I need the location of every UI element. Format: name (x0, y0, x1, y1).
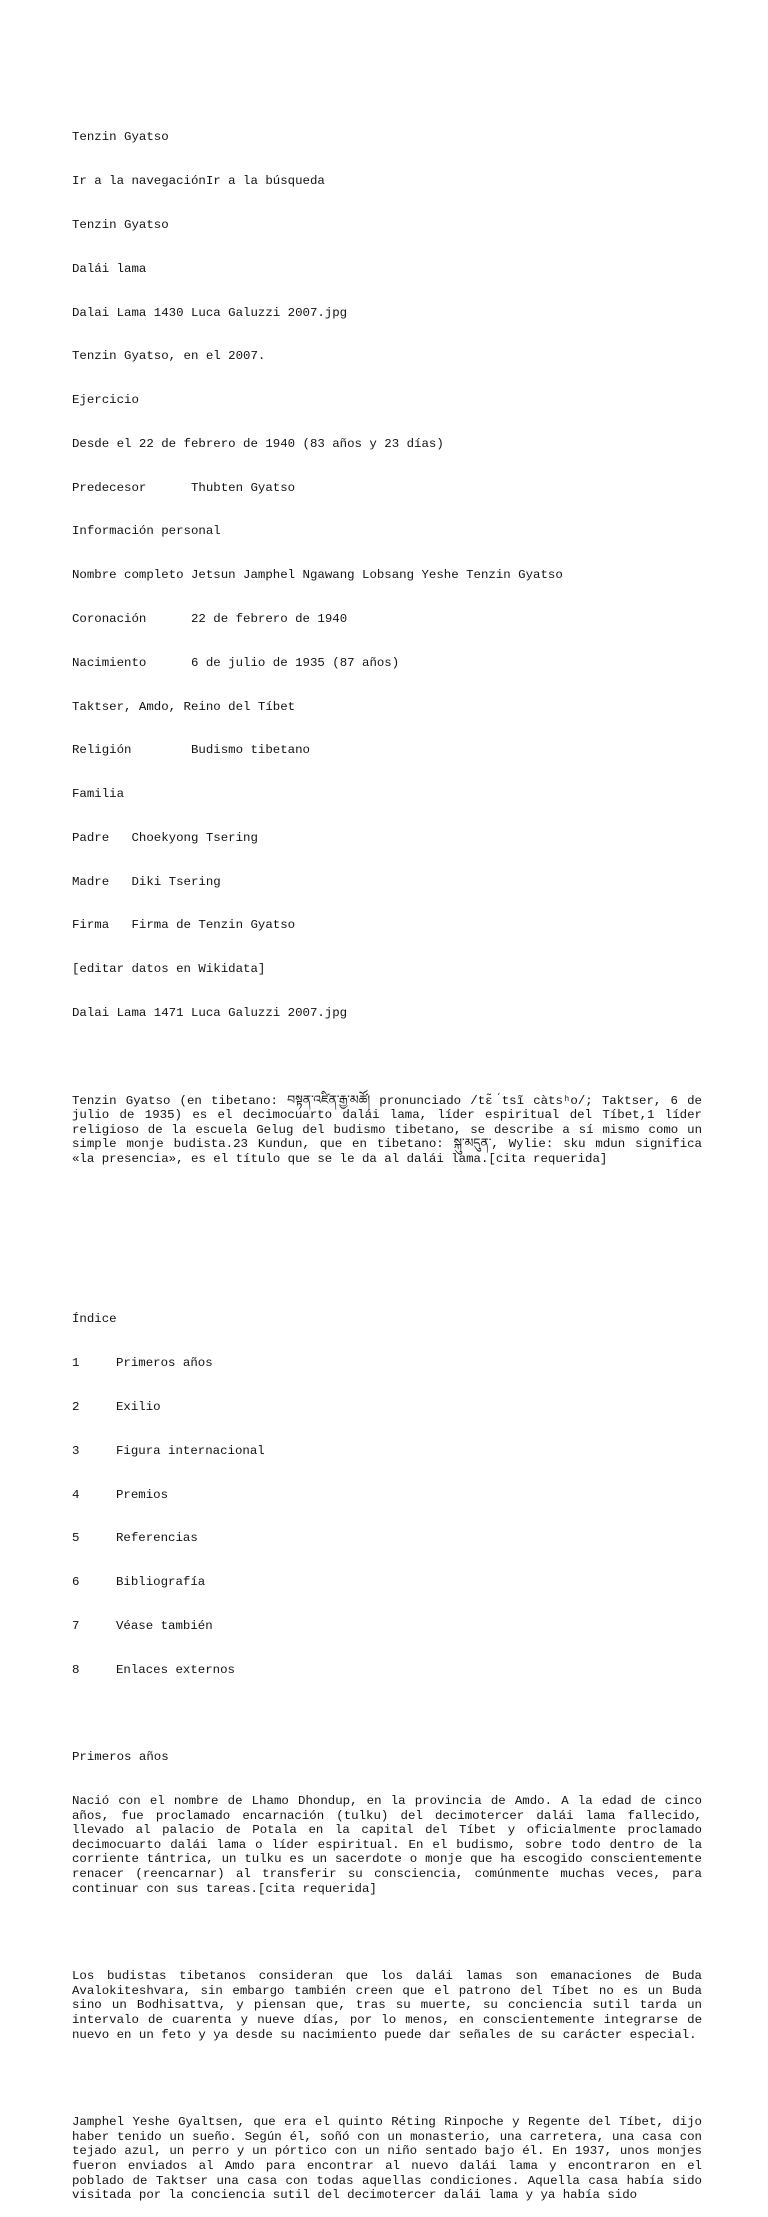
birthplace-row: Taktser, Amdo, Reino del Tíbet (72, 699, 296, 714)
toc-item-label: Figura internacional (116, 1443, 265, 1458)
toc-item[interactable] (72, 1444, 702, 1459)
section-paragraph: Nació con el nombre de Lhamo Dhondup, en la provincia de Amdo. A la edad de cinco años, fue proclamado encarnación (tulku) del decimotercer dalái lama fallecido, llevado al palacio de Potala en la capital del Tíbet y oficialmente proclamado decimocuarto dalái lama o líder espiritual. En el budismo, sobre todo dentro de la corriente tántrica, un tulku es un sacerdote o monje que ha escogido conscientemente renacer (reencarnar) al transferir su consciencia, comúnmente muchas veces, para continuar con sus tareas.[cita requerida] (72, 1794, 710, 1896)
document-body (72, 72, 710, 2217)
toc-item-number: 8 (72, 1662, 80, 1677)
toc-item[interactable] (72, 1488, 702, 1503)
toc-item[interactable] (72, 1531, 702, 1546)
full-name-row: Nombre completo Jetsun Jamphel Ngawang Lobsang Yeshe Tenzin Gyatso (72, 568, 563, 583)
toc-item-number: 2 (72, 1400, 80, 1415)
birth-row: Nacimiento 6 de julio de 1935 (87 años) (72, 655, 400, 670)
toc-item-label: Véase también (116, 1618, 213, 1633)
spacer (72, 1210, 702, 1239)
coronation-row: Coronación 22 de febrero de 1940 (72, 611, 348, 626)
wikidata-edit-link[interactable]: [editar datos en Wikidata] (72, 962, 266, 977)
toc-item-number: 5 (72, 1531, 80, 1546)
intro-paragraph: Tenzin Gyatso (en tibetano: བསྟན་འཛིན་རྒྱ་མཚོ། pronunciado /tɛ̃ ́tsĩ càtsʰo/; Taktser, 6 de julio de 1935) es el decimocuarto dalái lama, líder espiritual del Tíbet,1 líder religioso de la escuela Gelug del budismo tibetano, se describe a sí mismo como un simple monje budista.23 Kundun, que en tibetano: སྐུ་མདུན་, Wylie: sku mdun significa «la presencia», es el título que se le da al dalái lama.[cita requerida] (72, 1093, 710, 1166)
nav-links-text: Ir a la navegaciónIr a la búsqueda (72, 174, 325, 189)
toc-item-label: Premios (116, 1487, 169, 1502)
term-dates: Desde el 22 de febrero de 1940 (83 años y 23 días) (72, 436, 444, 451)
section-paragraph: Jamphel Yeshe Gyaltsen, que era el quinto Réting Rinpoche y Regente del Tíbet, dijo haber tenido un sueño. Según él, soñó con un monasterio, una carretera, una casa con tejado azul, un perro y un pórtico con un niño sentado bajo él. En 1937, unos monjes fueron enviados al Amdo para encontrar al nuevo dalái lama y encontraron en el poblado de Taktser una casa con todas aquellas condiciones. Aquella casa había sido visitada por la conciencia sutil del decimotercer dalái lama y ya había sido (72, 2115, 710, 2203)
infobox-role: Dalái lama (72, 261, 147, 276)
toc-item[interactable] (72, 1575, 702, 1590)
image-filename: Dalai Lama 1430 Luca Galuzzi 2007.jpg (72, 305, 348, 320)
image-caption: Tenzin Gyatso, en el 2007. (72, 349, 266, 364)
toc-item[interactable] (72, 1663, 702, 1678)
toc-item-number: 6 (72, 1575, 80, 1590)
infobox-section-personal: Información personal (72, 524, 221, 539)
toc-item-label: Referencias (116, 1531, 198, 1546)
signature-row: Firma Firma de Tenzin Gyatso (72, 918, 296, 933)
section-paragraph: Los budistas tibetanos consideran que los dalái lamas son emanaciones de Buda Avalokiteshvara, sin embargo también creen que el patrono del Tíbet no es un Buda sino un Bodhisattva, y piensan que, tras su muerte, su conciencia sutil tarda un intervalo de cuarenta y nueve días, por lo menos, en conscientemente integrarse de nuevo en un feto y ya desde su nacimiento puede dar señales de su carácter especial. (72, 1969, 710, 2042)
mother-row: Madre Diki Tsering (72, 874, 221, 889)
toc-item-label: Bibliografía (116, 1575, 206, 1590)
image-filename-2: Dalai Lama 1471 Luca Galuzzi 2007.jpg (72, 1006, 348, 1020)
father-row: Padre Choekyong Tsering (72, 830, 258, 845)
toc-item[interactable] (72, 1356, 702, 1371)
toc-item-number: 7 (72, 1618, 80, 1633)
toc-item[interactable] (72, 1619, 702, 1634)
infobox-section-ejercicio: Ejercicio (72, 393, 139, 408)
toc-item-label: Primeros años (116, 1356, 213, 1371)
spacer (72, 2071, 702, 2086)
spacer (72, 1925, 702, 1940)
toc-item-label: Exilio (116, 1400, 161, 1415)
toc-item-label: Enlaces externos (116, 1662, 235, 1677)
toc-item[interactable] (72, 1400, 702, 1415)
religion-row: Religión Budismo tibetano (72, 743, 310, 758)
toc-title: Índice (72, 1312, 117, 1327)
table-of-contents (72, 1283, 702, 1706)
section-heading: Primeros años (72, 1750, 169, 1765)
predecessor-row: Predecesor Thubten Gyatso (72, 480, 296, 495)
infobox-name: Tenzin Gyatso (72, 217, 169, 232)
page-title: Tenzin Gyatso (72, 130, 169, 145)
toc-item-number: 3 (72, 1443, 80, 1458)
header-block (72, 101, 702, 1050)
infobox-section-family: Familia (72, 787, 125, 802)
toc-item-number: 1 (72, 1356, 80, 1371)
toc-item-number: 4 (72, 1487, 80, 1502)
